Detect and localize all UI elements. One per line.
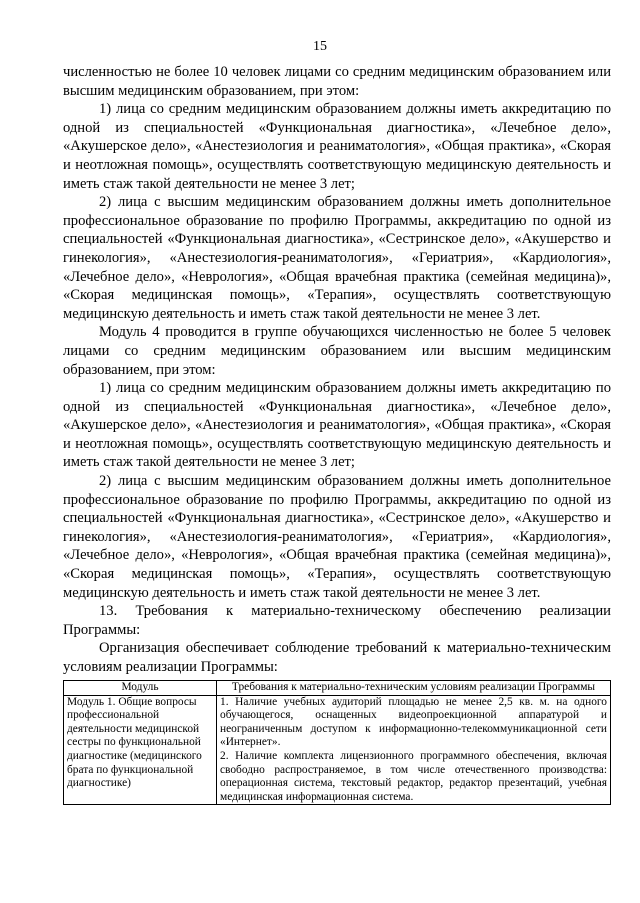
paragraph-organization: Организация обеспечивает соблюдение требований к материально-техническим условиям реализации Программы: <box>63 640 611 675</box>
paragraph-secondary-education-2: 1) лица со средним медицинским образованием должны иметь аккредитацию по одной из специальностей «Функциональная диагностика», «Лечебное дело», «Акушерское дело», «Анестезиология и реаниматология», «Общая практика», «Скорая и неотложная помощь», осуществлять соответствующую медицинскую деятельность и иметь стаж такой деятельности не менее 3 лет; <box>63 380 611 471</box>
header-module: Модуль <box>64 681 217 696</box>
paragraph-module-4: Модуль 4 проводится в группе обучающихся численностью не более 5 человек лицами со средним медицинским образованием или высшим медицинским образованием, при этом: <box>63 324 611 378</box>
paragraph-continuation: численностью не более 10 человек лицами со средним медицинским образованием или высшим медицинским образованием, при этом: <box>63 64 611 99</box>
document-body <box>63 63 611 677</box>
page-number: 15 <box>313 39 327 54</box>
paragraph-secondary-education-1: 1) лица со средним медицинским образованием должны иметь аккредитацию по одной из специальностей «Функциональная диагностика», «Лечебное дело», «Акушерское дело», «Анестезиология и реаниматология», «Общая практика», «Скорая и неотложная помощь», осуществлять соответствующую медицинскую деятельность и иметь стаж такой деятельности не менее 3 лет; <box>63 101 611 192</box>
requirement-item-2: 2. Наличие комплекта лицензионного программного обеспечения, включая свободно распространяемое, в том числе отечественного производства: операционная система, текстовый редактор, редактор презентаций, учебная медицинская информационная система. <box>220 749 607 803</box>
cell-requirements-1 <box>217 695 611 805</box>
requirement-item-1: 1. Наличие учебных аудиторий площадью не менее 2,5 кв. м. на одного обучающегося, оснащенных видеопроекционной аппаратурой и неограниченным доступом к информационно-телекоммуникационной сети «Интернет». <box>220 695 607 749</box>
section-heading-13: 13. Требования к материально-техническому обеспечению реализации Программы: <box>63 603 611 638</box>
requirements-table <box>63 680 611 805</box>
table-row <box>64 695 611 805</box>
table-header-row <box>64 681 611 696</box>
paragraph-higher-education-2: 2) лица с высшим медицинским образованием должны иметь дополнительное профессиональное образование по профилю Программы, аккредитацию по одной из специальностей «Функциональная диагностика», «Сестринское дело», «Акушерство и гинекология», «Анестезиология-реаниматология», «Гериатрия», «Кардиология», «Лечебное дело», «Неврология», «Общая врачебная практика (семейная медицина)», «Скорая медицинская помощь», «Терапия», осуществлять соответствующую медицинскую деятельность и иметь стаж такой деятельности не менее 3 лет. <box>63 473 611 601</box>
header-requirements: Требования к материально-техническим условиям реализации Программы <box>217 681 611 696</box>
paragraph-higher-education-1: 2) лица с высшим медицинским образованием должны иметь дополнительное профессиональное образование по профилю Программы, аккредитацию по одной из специальностей «Функциональная диагностика», «Сестринское дело», «Акушерство и гинекология», «Анестезиология-реаниматология», «Гериатрия», «Кардиология», «Лечебное дело», «Неврология», «Общая врачебная практика (семейная медицина)», «Скорая медицинская помощь», «Терапия», осуществлять соответствующую медицинскую деятельность и иметь стаж такой деятельности не менее 3 лет. <box>63 194 611 322</box>
cell-module-1: Модуль 1. Общие вопросы профессиональной деятельности медицинской сестры по функциональной диагностике (медицинского брата по функциональной диагностике) <box>64 695 217 805</box>
